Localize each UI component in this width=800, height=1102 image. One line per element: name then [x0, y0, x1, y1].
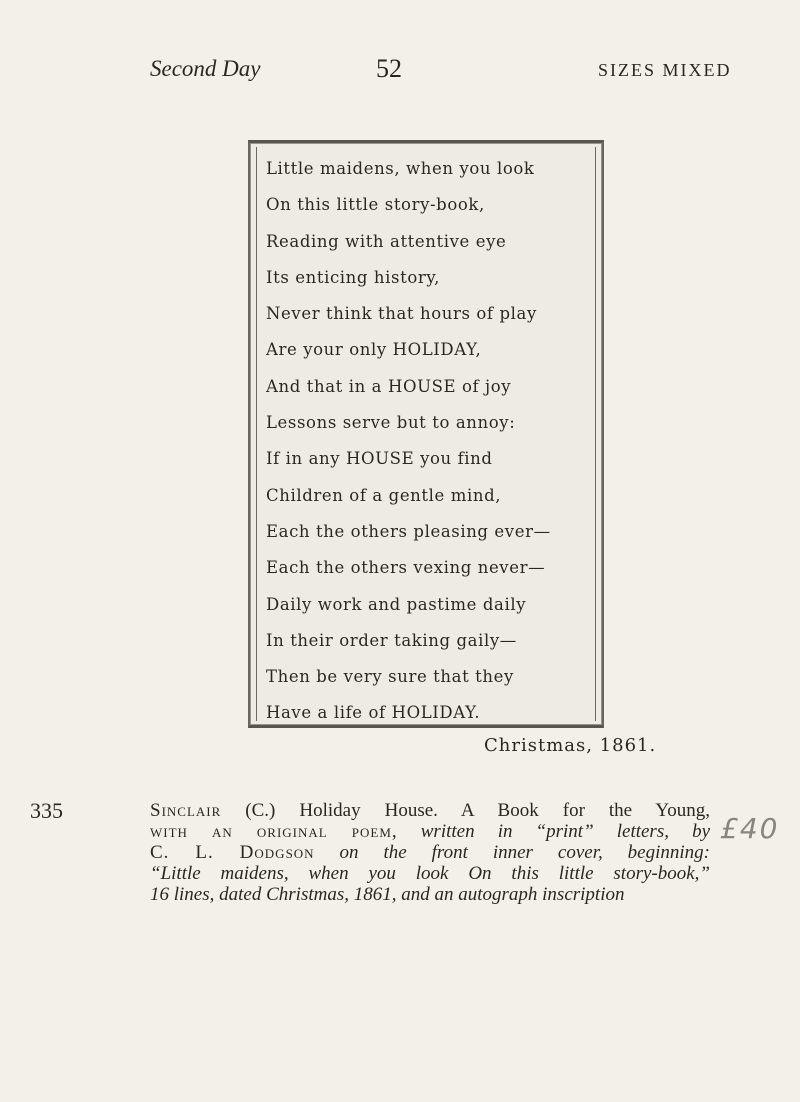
poem-line: Have a life of HOLIDAY. [266, 703, 481, 723]
page-number: 52 [376, 54, 402, 83]
poem-line: Each the others pleasing ever— [266, 521, 551, 541]
poem-line: In their order taking gaily— [266, 630, 517, 650]
inscriber-name: C. L. Dodgson [150, 842, 315, 863]
poem-line: Little maidens, when you look [266, 159, 535, 178]
entry-line-2 [150, 821, 710, 842]
entry-line-1 [150, 800, 710, 821]
poem-line: Children of a gentle mind, [266, 485, 502, 505]
running-head-title: SIZES MIXED [598, 60, 732, 80]
page-header [0, 52, 800, 92]
poem-line: If in any HOUSE you find [266, 449, 493, 469]
entry-line-5: 16 lines, dated Christmas, 1861, and an autograph inscription [150, 884, 625, 905]
catalogue-entry [30, 798, 710, 905]
poem-lines [266, 151, 586, 732]
plate-inscription: Christmas, 1861. [484, 735, 657, 756]
running-head-day: Second Day [150, 56, 261, 81]
author-name: Sinclair [150, 800, 222, 821]
poem-line: Daily work and pastime daily [266, 594, 527, 614]
entry-line-3b: on the front inner cover, beginning: [314, 842, 710, 863]
poem-line: Lessons serve but to annoy: [266, 413, 516, 433]
entry-line-2b: written in “print” letters, by [397, 821, 710, 842]
entry-line-4: “Little maidens, when you look On this little story-book,” [150, 863, 710, 884]
poem-line: On this little story-book, [266, 195, 485, 215]
poem-line: Are your only HOLIDAY, [266, 340, 482, 360]
lot-number: 335 [30, 798, 63, 823]
poem-line: Its enticing history, [266, 267, 440, 287]
entry-line-2a: with an original poem, [150, 821, 398, 842]
facsimile-plate [248, 140, 604, 728]
poem-line: And that in a HOUSE of joy [266, 376, 512, 396]
pencil-price-annotation: £40 [720, 812, 780, 845]
poem-line: Then be very sure that they [266, 667, 514, 687]
poem-line: Reading with attentive eye [266, 231, 507, 251]
poem-line: Never think that hours of play [266, 304, 537, 324]
poem-line: Each the others vexing never— [266, 558, 546, 578]
entry-line-3 [150, 842, 710, 863]
entry-title: (C.) Holiday House. A Book for the Young, [221, 800, 710, 821]
